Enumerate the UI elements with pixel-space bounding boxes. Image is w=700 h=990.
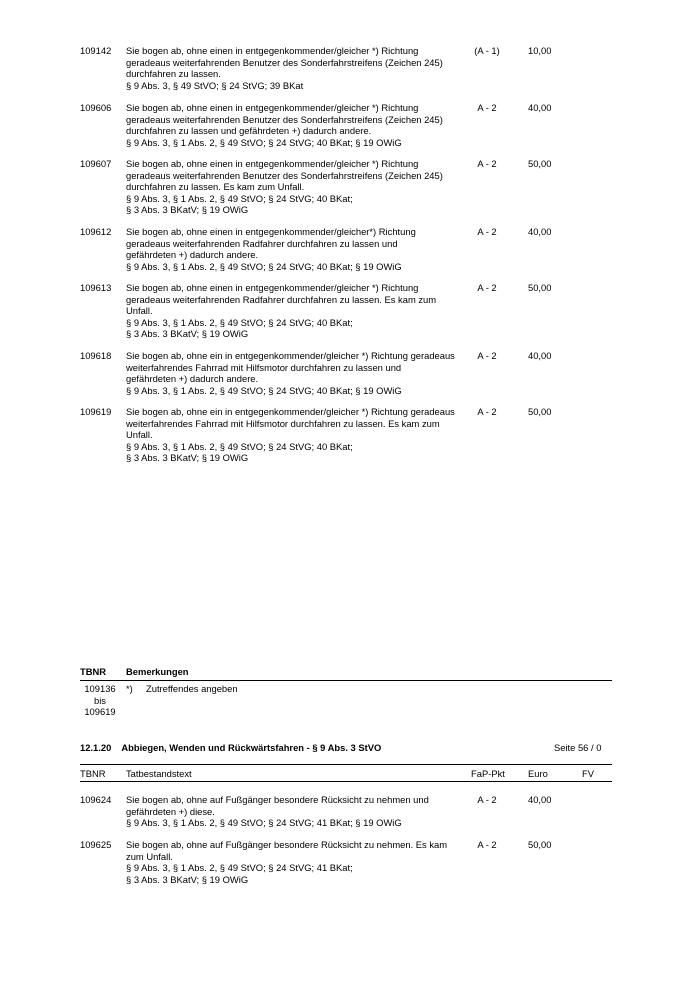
- remarks-text: Zutreffendes angeben: [146, 683, 238, 694]
- fap-points: A - 2: [477, 282, 497, 293]
- text-line: § 9 Abs. 3, § 1 Abs. 2, § 49 StVO; § 24 StVG; 40 BKat; § 19 OWiG: [126, 260, 402, 272]
- tbnr-value: 109613: [80, 282, 112, 293]
- range-to: 109619: [84, 706, 116, 718]
- range-from: 109136: [84, 683, 116, 694]
- text-line: geradeaus weiterfahrenden Radfahrer durchfahren zu lassen. Es kam zum: [126, 293, 437, 305]
- range-separator: bis: [94, 694, 106, 706]
- text-line: § 9 Abs. 3, § 1 Abs. 2, § 49 StVO; § 24 StVG; 40 BKat; § 19 OWiG: [126, 136, 402, 148]
- offense-text: [126, 794, 466, 829]
- section-title: 12.1.20 Abbiegen, Wenden und Rückwärtsfahren - § 9 Abs. 3 StVO: [80, 742, 382, 753]
- fap-points: A - 2: [477, 226, 497, 237]
- text-line: § 3 Abs. 3 BKatV; § 19 OWiG: [126, 204, 249, 216]
- text-line: § 3 Abs. 3 BKatV; § 19 OWiG: [126, 328, 249, 340]
- fap-points: A - 2: [477, 350, 497, 361]
- fine-amount: 40,00: [528, 226, 552, 237]
- text-line: Sie bogen ab, ohne ein in entgegenkommender/gleicher *) Richtung geradeaus: [126, 350, 455, 361]
- offense-text: [126, 45, 466, 91]
- fine-amount: 40,00: [528, 350, 552, 361]
- text-line: gefährdeten +) dadurch andere.: [126, 249, 259, 261]
- text-line: geradeaus weiterfahrenden Benutzer des Sonderfahrstreifens (Zeichen 245): [126, 56, 443, 68]
- text-line: geradeaus weiterfahrenden Benutzer des Sonderfahrstreifens (Zeichen 245): [126, 169, 443, 181]
- offense-text: [126, 350, 466, 396]
- text-line: Sie bogen ab, ohne ein in entgegenkommender/gleicher *) Richtung geradeaus: [126, 406, 455, 417]
- fine-amount: 40,00: [528, 102, 552, 113]
- text-line: § 9 Abs. 3, § 1 Abs. 2, § 49 StVO; § 24 StVG; 40 BKat;: [126, 316, 353, 328]
- text-line: durchfahren zu lassen. Es kam zum Unfall.: [126, 181, 305, 193]
- remarks-col-tbnr: TBNR: [80, 666, 107, 677]
- text-line: § 9 Abs. 3, § 1 Abs. 2, § 49 StVO; § 24 StVG; 41 BKat;: [126, 862, 353, 874]
- text-line: Sie bogen ab, ohne einen in entgegenkommender/gleicher *) Richtung: [126, 45, 419, 56]
- text-line: Sie bogen ab, ohne auf Fußgänger besondere Rücksicht zu nehmen und: [126, 794, 429, 805]
- fine-amount: 50,00: [528, 158, 552, 169]
- offense-text: [126, 839, 466, 885]
- text-line: § 3 Abs. 3 BKatV; § 19 OWiG: [126, 452, 249, 464]
- text-line: geradeaus weiterfahrenden Radfahrer durchfahren zu lassen und: [126, 237, 398, 249]
- fine-amount: 10,00: [528, 45, 552, 56]
- text-line: Unfall.: [126, 305, 153, 317]
- text-line: Sie bogen ab, ohne einen in entgegenkommender/gleicher *) Richtung: [126, 158, 419, 169]
- text-line: § 9 Abs. 3, § 1 Abs. 2, § 49 StVO; § 24 StVG; 40 BKat;: [126, 440, 353, 452]
- tbnr-value: 109142: [80, 45, 112, 56]
- divider: [80, 764, 612, 765]
- text-line: § 9 Abs. 3, § 1 Abs. 2, § 49 StVO; § 24 StVG; 40 BKat; § 19 OWiG: [126, 384, 402, 396]
- tbnr-value: 109624: [80, 794, 112, 805]
- fap-points: A - 2: [477, 839, 497, 850]
- text-line: geradeaus weiterfahrenden Benutzer des Sonderfahrstreifens (Zeichen 245): [126, 113, 443, 125]
- remarks-tbnr-range: [80, 683, 120, 718]
- tbnr-value: 109625: [80, 839, 112, 850]
- text-line: gefährdeten +) dadurch andere.: [126, 373, 259, 385]
- text-line: § 3 Abs. 3 BKatV; § 19 OWiG: [126, 873, 249, 885]
- text-line: Sie bogen ab, ohne auf Fußgänger besondere Rücksicht zu nehmen. Es kam: [126, 839, 448, 850]
- tbnr-value: 109606: [80, 102, 112, 113]
- divider: [80, 680, 612, 681]
- offense-text: [126, 282, 466, 340]
- fine-amount: 40,00: [528, 794, 552, 805]
- text-line: durchfahren zu lassen.: [126, 68, 221, 80]
- page-number: Seite 56 / 0: [554, 742, 602, 753]
- fap-points: A - 2: [477, 794, 497, 805]
- tbnr-value: 109607: [80, 158, 112, 169]
- fap-points: A - 2: [477, 158, 497, 169]
- fine-amount: 50,00: [528, 406, 552, 417]
- text-line: weiterfahrendes Fahrrad mit Hilfsmotor durchfahren zu lassen und: [126, 361, 402, 373]
- text-line: Unfall.: [126, 429, 153, 441]
- text-line: § 9 Abs. 3, § 1 Abs. 2, § 49 StVO; § 24 StVG; 40 BKat;: [126, 192, 353, 204]
- tbnr-value: 109618: [80, 350, 112, 361]
- text-line: gefährdeten +) diese.: [126, 805, 215, 817]
- offense-text: [126, 226, 466, 272]
- tbnr-value: 109612: [80, 226, 112, 237]
- offense-text: [126, 406, 466, 464]
- text-line: Sie bogen ab, ohne einen in entgegenkommender/gleicher*) Richtung: [126, 226, 416, 237]
- col-tbnr: TBNR: [80, 768, 106, 779]
- text-line: zum Unfall.: [126, 850, 173, 862]
- col-fv: FV: [582, 768, 594, 779]
- text-line: Sie bogen ab, ohne einen in entgegenkommender/gleicher *) Richtung: [126, 102, 419, 113]
- remarks-col-label: Bemerkungen: [126, 666, 189, 677]
- remarks-marker: *): [126, 683, 133, 694]
- fap-points: (A - 1): [474, 45, 500, 56]
- fine-amount: 50,00: [528, 839, 552, 850]
- col-euro: Euro: [528, 768, 548, 779]
- offense-text: [126, 158, 466, 216]
- tbnr-value: 109619: [80, 406, 112, 417]
- text-line: weiterfahrendes Fahrrad mit Hilfsmotor durchfahren zu lassen. Es kam zum: [126, 417, 440, 429]
- text-line: § 9 Abs. 3, § 1 Abs. 2, § 49 StVO; § 24 StVG; 41 BKat; § 19 OWiG: [126, 817, 402, 829]
- text-line: § 9 Abs. 3, § 49 StVO; § 24 StVG; 39 BKat: [126, 79, 304, 91]
- offense-text: [126, 102, 466, 148]
- divider: [80, 781, 612, 782]
- col-text: Tatbestandstext: [126, 768, 192, 779]
- text-line: Sie bogen ab, ohne einen in entgegenkommender/gleicher *) Richtung: [126, 282, 419, 293]
- fap-points: A - 2: [477, 406, 497, 417]
- fine-amount: 50,00: [528, 282, 552, 293]
- col-fap: FaP-Pkt: [471, 768, 505, 779]
- fap-points: A - 2: [477, 102, 497, 113]
- text-line: durchfahren zu lassen und gefährdeten +) dadurch andere.: [126, 125, 372, 137]
